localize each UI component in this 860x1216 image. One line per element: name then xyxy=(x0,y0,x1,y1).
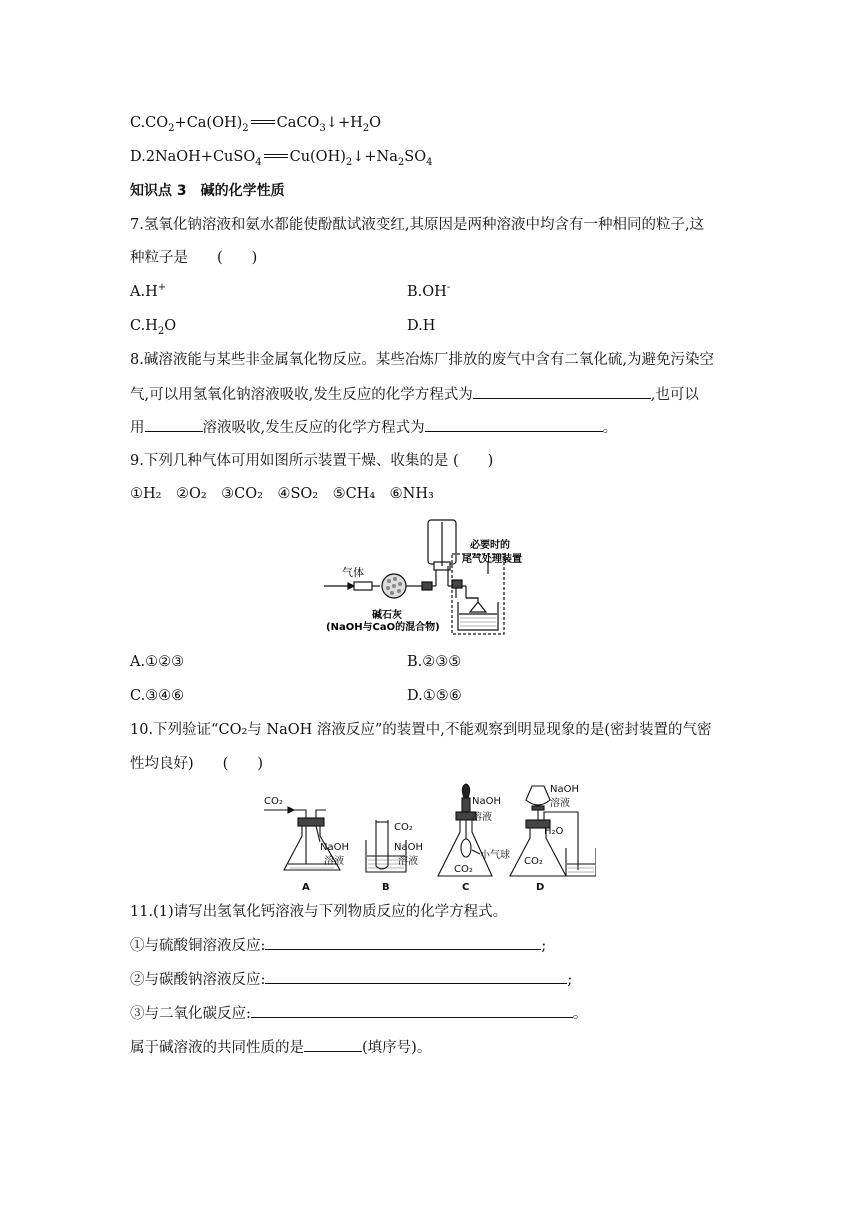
naoh-label-b: NaOH xyxy=(394,842,423,853)
q7-option-b: B.OH- xyxy=(407,282,451,300)
equals-sign xyxy=(262,152,290,162)
naoh-label-d: NaOH xyxy=(550,784,579,795)
answer-blank[interactable] xyxy=(251,1003,573,1018)
balloon xyxy=(461,839,471,857)
q9-stem: 9.下列几种气体可用如图所示装置干燥、收集的是 ( ) xyxy=(130,453,494,469)
q8-stem-line1: 8.碱溶液能与某些非金属氧化物反应。某些冶炼厂排放的废气中含有二氧化硫,为避免污染空 xyxy=(130,352,714,368)
h2o-label-d: H₂O xyxy=(544,826,564,837)
q11-item-2: ②与碳酸钠溶液反应: ; xyxy=(130,969,572,990)
answer-blank[interactable] xyxy=(145,417,203,432)
q7-option-c: $C.H_2O$ xyxy=(130,318,177,337)
q7-option-d: D.H xyxy=(407,318,436,334)
naoh-label-c: NaOH xyxy=(472,796,501,807)
drying-collection-apparatus-diagram xyxy=(318,514,544,638)
q9-gas-list: ①H₂ ②O₂ ③CO₂ ④SO₂ ⑤CH₄ ⑥NH₃ xyxy=(130,486,434,502)
answer-blank[interactable] xyxy=(265,935,541,950)
co2-label-c: CO₂ xyxy=(454,864,473,875)
q11-common-property: 属于碱溶液的共同性质的是 (填序号)。 xyxy=(130,1037,431,1058)
q7-stem-line1: 7.氢氧化钠溶液和氨水都能使酚酞试液变红,其原因是两种溶液中均含有一种相同的粒子,这 xyxy=(130,217,705,233)
q10-stem-line1: 10.下列验证“CO₂与 NaOH 溶液反应”的装置中,不能观察到明显现象的是(密封装置的气密 xyxy=(130,722,712,738)
q9-option-b: B.②③⑤ xyxy=(407,654,462,670)
answer-blank[interactable] xyxy=(265,969,567,984)
label-d: D xyxy=(536,882,545,893)
q9-option-c: C.③④⑥ xyxy=(130,688,185,704)
naoh-label-a: NaOH xyxy=(320,842,349,853)
answer-blank[interactable] xyxy=(473,384,651,399)
q11-item-3: ③与二氧化碳反应: 。 xyxy=(130,1003,587,1024)
label-a: A xyxy=(302,882,310,893)
q7-option-a: A.H+ xyxy=(130,282,167,300)
q9-option-a: A.①②③ xyxy=(130,654,185,670)
q11-item-1: ①与硫酸铜溶液反应: ; xyxy=(130,935,546,956)
co2-label-b: CO₂ xyxy=(394,822,413,833)
gas-label: 气体 xyxy=(342,566,364,579)
solution-label-a: 溶液 xyxy=(324,856,344,867)
co2-label-a: CO₂ xyxy=(264,796,283,807)
q8-stem-line3: 用 溶液吸收,发生反应的化学方程式为 。 xyxy=(130,417,617,438)
balloon-label: 小气球 xyxy=(480,850,510,861)
soda-lime-label: 碱石灰 xyxy=(372,610,402,621)
co2-label-d: CO₂ xyxy=(524,856,543,867)
answer-blank[interactable] xyxy=(425,417,603,432)
q10-stem-line2: 性均良好) ( ) xyxy=(130,756,263,772)
q11-stem: 11.(1)请写出氢氧化钙溶液与下列物质反应的化学方程式。 xyxy=(130,904,508,920)
label-b: B xyxy=(382,882,390,893)
section-heading: 知识点 3 碱的化学性质 xyxy=(130,183,285,199)
answer-blank[interactable] xyxy=(304,1037,362,1052)
label-c: C xyxy=(462,882,470,893)
q7-stem-line2: 种粒子是 ( ) xyxy=(130,250,258,266)
test-tube-b xyxy=(376,820,388,869)
option-d-equation: D.2NaOH+CuSO$_4$ $Cu(OH)_2↓+Na_2SO_4$ xyxy=(130,149,433,168)
q9-option-d: D.①⑤⑥ xyxy=(407,688,462,704)
tail-gas-label-2: 尾气处理装置 xyxy=(462,554,522,565)
solution-label-b: 溶液 xyxy=(398,856,418,867)
option-c-equation: $C.CO_2+Ca(OH)_2$ $CaCO_3↓+H_2O$ xyxy=(130,115,381,134)
equals-sign xyxy=(249,118,277,128)
soda-lime-note: (NaOH与CaO的混合物) xyxy=(326,622,440,633)
co2-naoh-apparatus-diagram xyxy=(260,780,596,894)
solution-label-c: 溶液 xyxy=(472,812,492,823)
tail-gas-label-1: 必要时的 xyxy=(470,540,510,551)
solution-label-d: 溶液 xyxy=(550,798,570,809)
q8-stem-line2: 气,可以用氢氧化钠溶液吸收,发生反应的化学方程式为 ,也可以 xyxy=(130,384,699,405)
